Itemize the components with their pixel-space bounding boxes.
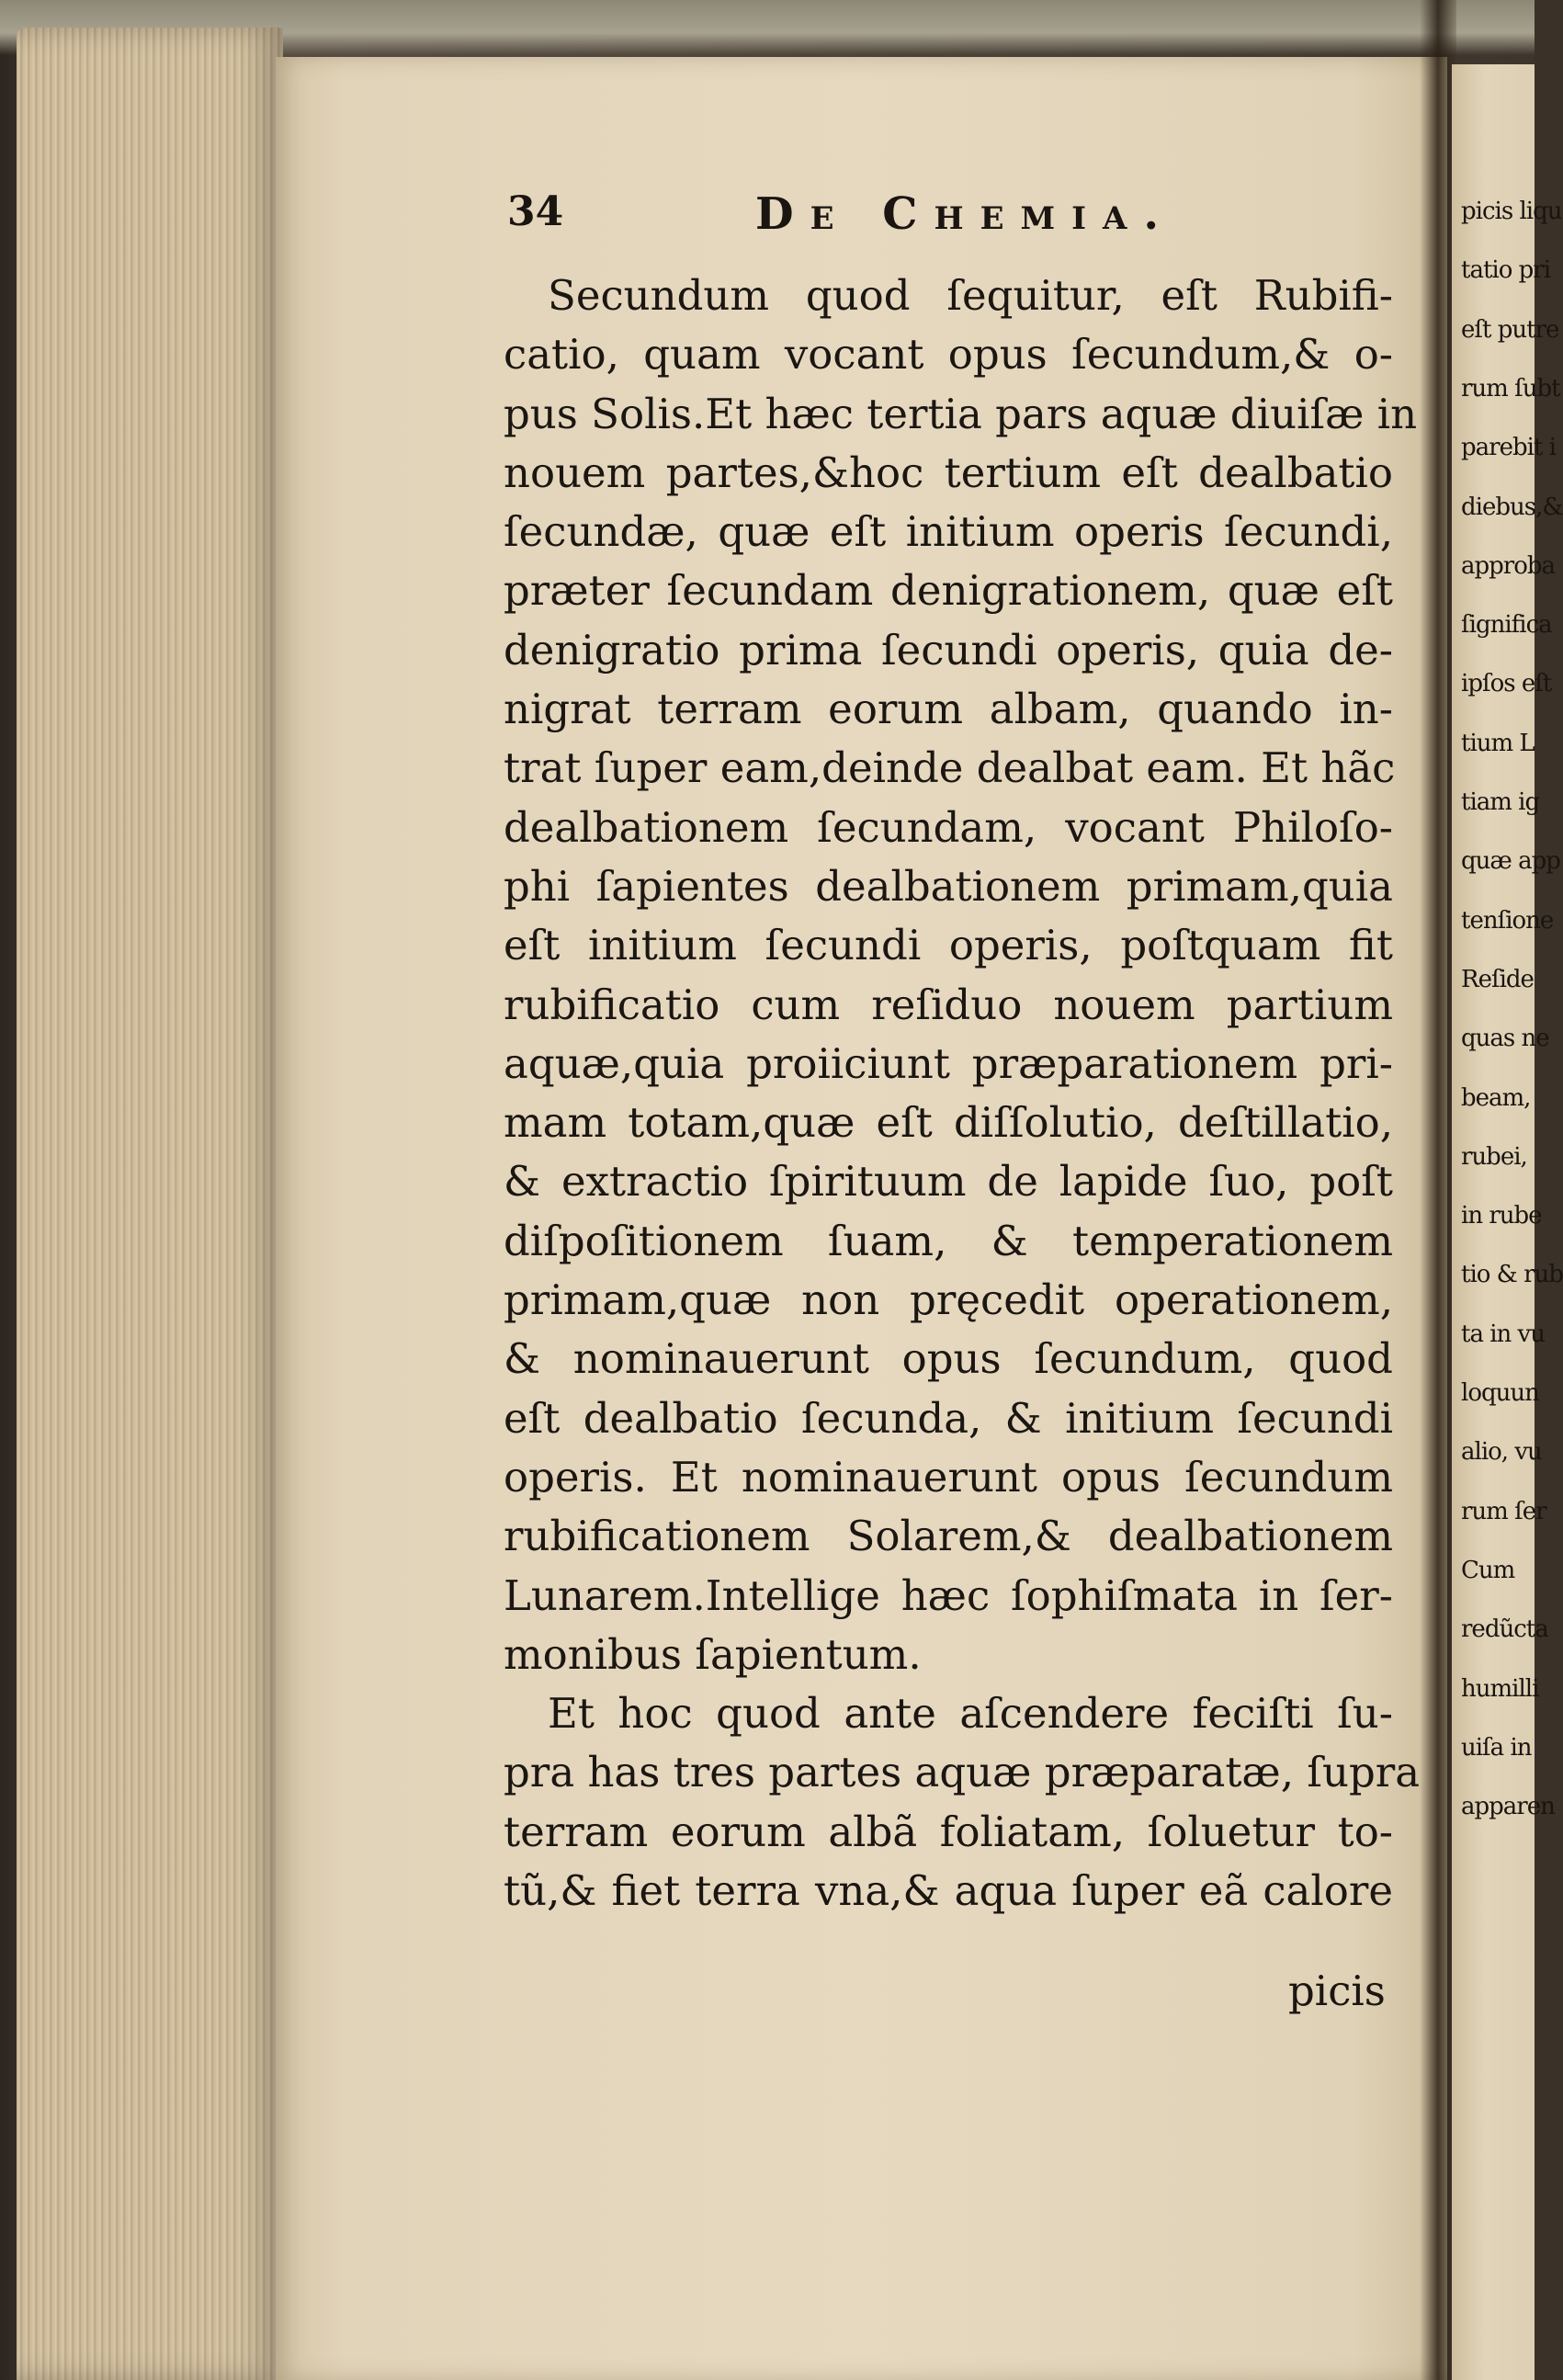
facing-page-line: beam,	[1461, 1083, 1531, 1112]
text-line: monibus ſapientum.	[504, 1629, 922, 1679]
running-title: De Chemia.	[755, 188, 1176, 240]
text-line: trat ſuper eam,deinde dealbat eam. Et hãc	[504, 743, 1396, 793]
text-line: nigrat terram eorum albam, quando in-	[504, 685, 1393, 734]
facing-page-line: tatio pri	[1461, 256, 1551, 285]
facing-page-line: in rube	[1461, 1202, 1542, 1230]
catchword: picis	[1288, 1966, 1386, 2015]
text-line: terram eorum albã foliatam, ſoluetur to-	[504, 1807, 1393, 1856]
facing-page-line: Cum	[1461, 1556, 1515, 1584]
text-line: tũ,& fiet terra vna,& aqua ſuper eã calore	[504, 1866, 1393, 1916]
facing-page-line: tium L	[1461, 729, 1535, 757]
text-line: rubificatio cum reſiduo nouem partium	[504, 980, 1393, 1029]
text-line: Secundum quod ſequitur, eſt Rubifi-	[548, 271, 1393, 320]
facing-page-line: uiſa in	[1461, 1733, 1532, 1762]
text-line: primam,quæ non pręcedit operationem,	[504, 1275, 1393, 1325]
gutter-shadow	[1420, 0, 1456, 2380]
facing-page-line: rubei,	[1461, 1142, 1527, 1171]
facing-page-fragment	[1452, 64, 1563, 2380]
text-line: pra has tres partes aquæ præparatæ, ſupra	[504, 1748, 1421, 1797]
facing-page-line: ta in vu	[1461, 1320, 1545, 1348]
facing-page-line: tiam ig	[1461, 788, 1540, 816]
text-line: pus Solis.Et hæc tertia pars aquæ diuiſæ in	[504, 389, 1418, 438]
facing-page-line: diebus,&	[1461, 493, 1563, 521]
facing-page-line: ipſos eſt	[1461, 670, 1552, 698]
facing-page-line: parebit i	[1461, 434, 1556, 462]
facing-page-line: tenſione	[1461, 906, 1554, 935]
facing-page-line: alio, vu	[1461, 1438, 1542, 1467]
facing-page-line: eſt putre	[1461, 315, 1559, 344]
facing-page-line: redũcta	[1461, 1615, 1548, 1644]
facing-page-line: quæ app	[1461, 847, 1560, 876]
text-line: phi ſapientes dealbationem primam,quia	[504, 861, 1393, 911]
text-line: ſecundæ, quæ eſt initium operis ſecundi,	[504, 507, 1393, 557]
text-line: mam totam,quæ eſt diſſolutio, deſtillatio,	[504, 1098, 1393, 1148]
text-line: denigratio prima ſecundi operis, quia de-	[504, 625, 1393, 674]
text-line: eſt initium ſecundi operis, poſtquam fit	[504, 921, 1393, 970]
body-text	[504, 266, 1421, 1921]
text-line: catio, quam vocant opus ſecundum,& o-	[504, 330, 1393, 380]
text-line: eſt dealbatio ſecunda, & initium ſecundi	[504, 1393, 1393, 1443]
page-number: 34	[507, 188, 564, 235]
facing-page-line: ſignifica	[1461, 611, 1552, 640]
text-line: Lunarem.Intellige hæc ſophiſmata in ſer-	[504, 1570, 1393, 1620]
text-line: præter ſecundam denigrationem, quæ eſt	[504, 566, 1393, 616]
text-line: & extractio ſpirituum de lapide ſuo, poſt	[504, 1157, 1393, 1207]
text-line: aquæ,quia proiiciunt præparationem pri-	[504, 1038, 1393, 1088]
facing-page-line: picis liqu	[1461, 198, 1562, 225]
text-line: Et hoc quod ante aſcendere feciſti ſu-	[548, 1689, 1393, 1739]
text-line: nouem partes,&hoc tertium eſt dealbatio	[504, 448, 1393, 497]
facing-page-line: tio & rub	[1461, 1261, 1563, 1289]
facing-page-line: loquun	[1461, 1379, 1539, 1407]
text-line: dealbationem ſecundam, vocant Philoſo-	[504, 802, 1393, 852]
facing-page-line: rum ſer	[1461, 1497, 1546, 1525]
facing-page-line: Reſide	[1461, 965, 1534, 993]
facing-page-line: quas ne	[1461, 1025, 1549, 1053]
facing-page-line: apparen	[1461, 1793, 1555, 1821]
page-stack-edge	[17, 28, 283, 2380]
facing-page-line: approba	[1461, 551, 1556, 580]
page-header	[507, 188, 1389, 253]
facing-page-line: humilli	[1461, 1674, 1539, 1703]
text-line: operis. Et nominauerunt opus ſecundum	[504, 1452, 1393, 1502]
text-line: rubificationem Solarem,& dealbationem	[504, 1512, 1393, 1561]
facing-page-line: rum ſubt	[1461, 374, 1560, 402]
text-line: diſpoſitionem ſuam, & temperationem	[504, 1216, 1393, 1265]
text-line: & nominauerunt opus ſecundum, quod	[504, 1334, 1393, 1384]
